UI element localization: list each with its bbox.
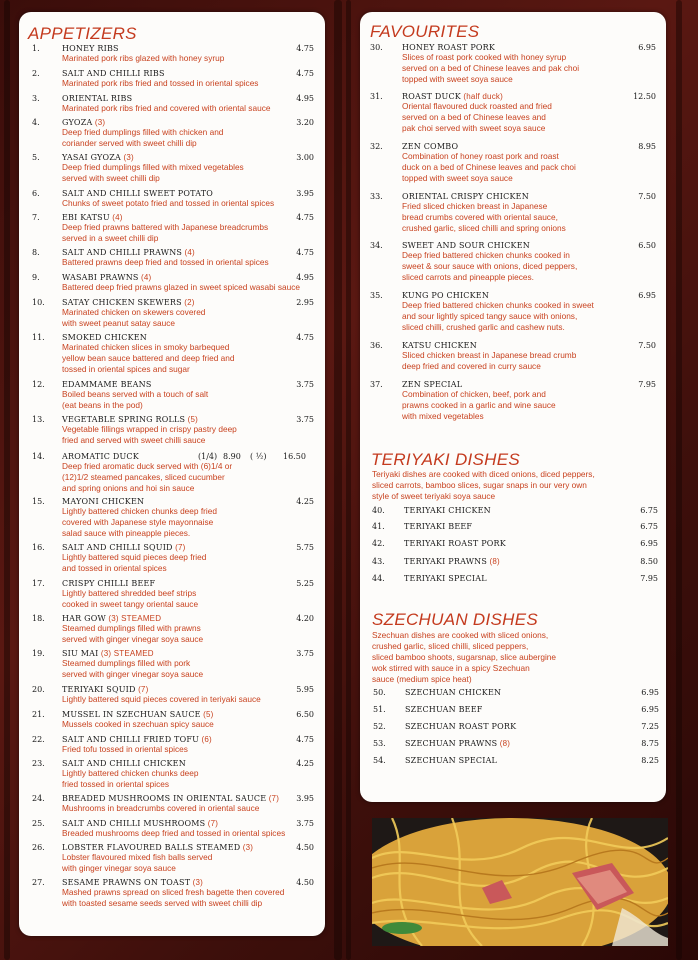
item-description: Steamed dumplings filled with prawns served with ginger vinegar soya sauce (62, 623, 204, 644)
item-price: 4.75 (296, 69, 314, 78)
item-description: Lightly battered squid pieces covered in teriyaki sauce (62, 694, 261, 704)
item-price: 6.95 (638, 43, 656, 52)
item-name: SZECHUAN SPECIAL (405, 756, 498, 765)
item-price: 8.75 (641, 739, 659, 748)
item-name: TERIYAKI BEEF (404, 522, 473, 531)
item-price: 4.50 (296, 878, 314, 887)
item-name: AROMATIC DUCK (62, 452, 139, 461)
item-name: SWEET AND SOUR CHICKEN (402, 241, 530, 250)
item-name: BREADED MUSHROOMS IN ORIENTAL SAUCE (7) (62, 794, 280, 803)
item-portion: (7) (266, 794, 280, 803)
item-number: 10. (32, 298, 45, 307)
item-price: 5.95 (296, 685, 314, 694)
item-price: 3.75 (296, 415, 314, 424)
item-portion: (3) STEAMED (98, 649, 154, 658)
item-number: 35. (370, 291, 383, 300)
duck-quarter-label: (1/4) (198, 452, 218, 461)
item-number: 54. (373, 756, 386, 765)
item-number: 1. (32, 44, 40, 53)
item-number: 16. (32, 543, 45, 552)
item-price: 3.75 (296, 649, 314, 658)
szechuan-intro: Szechuan dishes are cooked with sliced onions, crushed garlic, sliced chilli, sliced peppers, sliced bamboo shoots, sugarsnap, slice aubergine wok stirred with sauce in a spicy Szechuan sauce (medium spice heat) (372, 630, 557, 684)
item-portion: (8) (497, 739, 511, 748)
bamboo-stalk (676, 0, 682, 960)
duck-half-price: 16.50 (283, 452, 306, 461)
item-price: 8.50 (640, 557, 658, 566)
teriyaki-heading: TERIYAKI DISHES (371, 450, 521, 469)
item-description: Slices of roast pork cooked with honey syrup served on a bed of Chinese leaves and pak choi topped with sweet soya sauce (402, 52, 580, 84)
item-portion: (3) STEAMED (105, 614, 162, 623)
item-name: SZECHUAN CHICKEN (405, 688, 502, 697)
item-name: SATAY CHICKEN SKEWERS (2) (62, 298, 195, 307)
item-description: Lobster flavoured mixed fish balls served with ginger vinegar soya sauce (62, 852, 213, 873)
item-price: 3.00 (296, 153, 314, 162)
item-description: Marinated pork ribs fried and tossed in oriental spices (62, 78, 259, 88)
item-description: Lightly battered shredded beef strips cooked in sweet tangy oriental sauce (62, 588, 199, 609)
item-number: 21. (32, 710, 45, 719)
item-price: 5.25 (296, 579, 314, 588)
menu-item (372, 538, 660, 550)
item-description: Lightly battered squid pieces deep fried and tossed in oriental spices (62, 552, 207, 573)
item-name: HAR GOW (3) STEAMED (62, 614, 162, 623)
item-portion: (3) (240, 843, 254, 852)
item-number: 7. (32, 213, 40, 222)
noodle-dish-photo (372, 818, 668, 946)
item-name: EDAMMAME BEANS (62, 380, 152, 389)
item-portion: (5) (185, 415, 198, 424)
item-number: 30. (370, 43, 383, 52)
item-price: 4.25 (296, 497, 314, 506)
item-name: SALT AND CHILLI SQUID (7) (62, 543, 186, 552)
item-number: 20. (32, 685, 45, 694)
item-portion: (4) (109, 213, 123, 222)
item-description: Marinated pork ribs glazed with honey syrup (62, 53, 225, 63)
item-name: LOBSTER FLAVOURED BALLS STEAMED (3) (62, 843, 254, 852)
item-name: TERIYAKI SQUID (7) (62, 685, 149, 694)
item-price: 4.75 (296, 333, 314, 342)
item-number: 51. (373, 705, 386, 714)
item-price: 4.20 (296, 614, 314, 623)
item-price: 8.95 (638, 142, 656, 151)
item-description: Combination of chicken, beef, pork and prawns cooked in a garlic and wine sauce with mixed vegetables (402, 389, 556, 421)
item-name: HONEY ROAST PORK (402, 43, 496, 52)
item-name: TERIYAKI SPECIAL (404, 574, 487, 583)
item-price: 4.75 (296, 213, 314, 222)
item-portion: (7) (172, 543, 186, 552)
item-name: ZEN SPECIAL (402, 380, 463, 389)
item-name: SZECHUAN BEEF (405, 705, 483, 714)
item-name: SESAME PRAWNS ON TOAST (3) (62, 878, 204, 887)
item-description: Battered prawns deep fried and tossed in oriental spices (62, 257, 269, 267)
item-number: 12. (32, 380, 45, 389)
item-description: Breaded mushrooms deep fried and tossed in oriental spices (62, 828, 286, 838)
item-description: Boiled beans served with a touch of salt (eat beans in the pod) (62, 389, 209, 410)
menu-item (372, 556, 660, 568)
item-portion: (5) (200, 710, 214, 719)
item-name: VEGETABLE SPRING ROLLS (5) (62, 415, 198, 424)
item-number: 34. (370, 241, 383, 250)
item-portion: (7) (205, 819, 219, 828)
item-portion: (2) (181, 298, 195, 307)
item-number: 43. (372, 557, 385, 566)
item-description: Combination of honey roast pork and roast duck on a bed of Chinese leaves and pack choi topped with sweet soya sauce (402, 151, 576, 183)
item-description: Vegetable fillings wrapped in crispy pastry deep fried and served with sweet chilli sauce (62, 424, 237, 445)
item-price: 4.75 (296, 44, 314, 53)
item-name: GYOZA (3) (62, 118, 106, 127)
item-name: TERIYAKI PRAWNS (8) (404, 557, 500, 566)
item-description: Fried sliced chicken breast in Japanese bread crumbs covered with oriental sauce, crushed garlic, sliced chilli and spring onions (402, 201, 566, 233)
item-name: HONEY RIBS (62, 44, 119, 53)
item-price: 6.95 (641, 705, 659, 714)
duck-quarter-price: 8.90 (223, 452, 241, 461)
item-name: KATSU CHICKEN (402, 341, 477, 350)
item-price: 6.95 (638, 291, 656, 300)
item-number: 41. (372, 522, 385, 531)
item-number: 9. (32, 273, 40, 282)
item-number: 53. (373, 739, 386, 748)
item-number: 2. (32, 69, 40, 78)
szechuan-heading: SZECHUAN DISHES (372, 610, 539, 629)
item-number: 25. (32, 819, 45, 828)
item-price: 4.75 (296, 248, 314, 257)
item-number: 5. (32, 153, 40, 162)
favourites-heading: FAVOURITES (370, 22, 480, 41)
menu-item (373, 704, 661, 716)
item-portion: (8) (487, 557, 500, 566)
item-number: 17. (32, 579, 45, 588)
item-number: 22. (32, 735, 45, 744)
item-description: Sliced chicken breast in Japanese bread crumb deep fried and covered in curry sauce (402, 350, 577, 371)
item-name: SZECHUAN ROAST PORK (405, 722, 517, 731)
item-portion: (4) (138, 273, 152, 282)
item-name: WASABI PRAWNS (4) (62, 273, 152, 282)
item-name: ZEN COMBO (402, 142, 459, 151)
item-name: SALT AND CHILLI SWEET POTATO (62, 189, 214, 198)
item-number: 13. (32, 415, 45, 424)
item-name: CRISPY CHILLI BEEF (62, 579, 156, 588)
item-description: Mashed prawns spread on sliced fresh bagette then covered with toasted sesame seeds served with sweet chilli dip (62, 887, 285, 908)
item-price: 4.75 (296, 735, 314, 744)
item-name: SALT AND CHILLI MUSHROOMS (7) (62, 819, 219, 828)
item-description: Oriental flavoured duck roasted and fried served on a bed of Chinese leaves and pak choi served with sweet soya sauce (402, 101, 552, 133)
item-number: 33. (370, 192, 383, 201)
item-price: 4.25 (296, 759, 314, 768)
item-description: Deep fried dumplings filled with chicken and coriander served with sweet chilli dip (62, 127, 224, 148)
item-price: 2.95 (296, 298, 314, 307)
item-number: 3. (32, 94, 40, 103)
item-portion: (3) (92, 118, 106, 127)
item-price: 7.50 (638, 192, 656, 201)
item-price: 3.20 (296, 118, 314, 127)
item-price: 6.95 (640, 539, 658, 548)
item-name: MUSSEL IN SZECHUAN SAUCE (5) (62, 710, 214, 719)
item-number: 11. (32, 333, 45, 342)
item-number: 36. (370, 341, 383, 350)
item-portion: (4) (182, 248, 195, 257)
item-price: 4.95 (296, 94, 314, 103)
item-price: 6.75 (640, 506, 658, 515)
item-price: 5.75 (296, 543, 314, 552)
menu-item (372, 521, 660, 533)
item-number: 8. (32, 248, 40, 257)
item-price: 8.25 (641, 756, 659, 765)
item-number: 23. (32, 759, 45, 768)
item-name: SALT AND CHILLI CHICKEN (62, 759, 186, 768)
item-price: 3.75 (296, 819, 314, 828)
item-portion: (3) (121, 153, 134, 162)
menu-item (373, 687, 661, 699)
item-price: 3.75 (296, 380, 314, 389)
item-price: 4.50 (296, 843, 314, 852)
item-price: 6.75 (640, 522, 658, 531)
item-number: 14. (32, 452, 45, 461)
item-number: 19. (32, 649, 45, 658)
item-price: 7.95 (638, 380, 656, 389)
item-name: TERIYAKI CHICKEN (404, 506, 491, 515)
item-description: Fried tofu tossed in oriental spices (62, 744, 188, 754)
item-portion: (6) (199, 735, 212, 744)
item-price: 7.95 (640, 574, 658, 583)
item-name: MAYONI CHICKEN (62, 497, 145, 506)
item-description: Marinated pork ribs fried and covered with oriental sauce (62, 103, 271, 113)
item-number: 32. (370, 142, 383, 151)
item-price: 7.25 (641, 722, 659, 731)
item-description: Deep fried dumplings filled with mixed vegetables served with sweet chilli dip (62, 162, 244, 183)
item-name: ORIENTAL RIBS (62, 94, 133, 103)
item-description: Deep fried prawns battered with Japanese breadcrumbs served in a sweet chilli dip (62, 222, 269, 243)
item-name: ORIENTAL CRISPY CHICKEN (402, 192, 529, 201)
item-price: 4.95 (296, 273, 314, 282)
item-description: Lightly battered chicken chunks deep fried covered with Japanese style mayonnaise salad sauce with pineapple pieces. (62, 506, 217, 538)
bamboo-stalk (346, 0, 351, 960)
item-name: SMOKED CHICKEN (62, 333, 147, 342)
teriyaki-intro: Teriyaki dishes are cooked with diced onions, diced peppers, sliced carrots, bamboo slices, sugar snaps in our very own style of sweet teriyaki soya sauce (372, 469, 595, 501)
item-price: 6.50 (638, 241, 656, 250)
item-description: Marinated chicken on skewers covered with sweet peanut satay sauce (62, 307, 206, 328)
item-name: SIU MAI (3) STEAMED (62, 649, 154, 658)
item-price: 7.50 (638, 341, 656, 350)
noodle-illustration (372, 818, 668, 946)
item-price: 3.95 (296, 189, 314, 198)
menu-item (373, 755, 661, 767)
item-name: ROAST DUCK (half duck) (402, 92, 503, 101)
item-number: 40. (372, 506, 385, 515)
item-price: 3.95 (296, 794, 314, 803)
item-description: Mushrooms in breadcrumbs covered in oriental sauce (62, 803, 260, 813)
item-number: 44. (372, 574, 385, 583)
item-name: SALT AND CHILLI PRAWNS (4) (62, 248, 195, 257)
item-number: 24. (32, 794, 45, 803)
item-number: 27. (32, 878, 45, 887)
item-price: 6.50 (296, 710, 314, 719)
item-name: EBI KATSU (4) (62, 213, 123, 222)
item-name: KUNG PO CHICKEN (402, 291, 490, 300)
item-number: 52. (373, 722, 386, 731)
item-description: Deep fried aromatic duck served with (6)1/4 or (12)1/2 steamed pancakes, sliced cucumber and spring onions and hoi sin sauce (62, 461, 233, 493)
item-description: Chunks of sweet potato fried and tossed in oriental spices (62, 198, 275, 208)
item-number: 37. (370, 380, 383, 389)
item-description: Lightly battered chicken chunks deep fried tossed in oriental spices (62, 768, 199, 789)
menu-item (373, 738, 661, 750)
menu-item (373, 721, 661, 733)
menu-item (372, 573, 660, 585)
item-description: Battered deep fried prawns glazed in sweet spiced wasabi sauce (62, 282, 300, 292)
item-name: YASAI GYOZA (3) (62, 153, 134, 162)
item-name: SALT AND CHILLI FRIED TOFU (6) (62, 735, 212, 744)
bamboo-stalk (4, 0, 10, 960)
item-number: 18. (32, 614, 45, 623)
item-description: Deep fried battered chicken chunks cooked in sweet & sour sauce with onions, diced peppers, sliced carrots and pineapple pieces. (402, 250, 578, 282)
item-description: Deep fried battered chicken chunks cooked in sweet and sour lightly spiced tangy sauce with onions, sliced chilli, crushed garlic and cashew nuts. (402, 300, 594, 332)
item-name: SZECHUAN PRAWNS (8) (405, 739, 511, 748)
item-number: 50. (373, 688, 386, 697)
item-number: 6. (32, 189, 40, 198)
item-price: 6.95 (641, 688, 659, 697)
duck-half-label: ( ½) (250, 452, 267, 461)
item-description: Steamed dumplings filled with pork served with ginger vinegar soya sauce (62, 658, 204, 679)
item-portion: (3) (190, 878, 204, 887)
item-portion: (half duck) (460, 92, 503, 101)
appetizers-heading: APPETIZERS (28, 24, 137, 43)
item-price: 12.50 (633, 92, 656, 101)
item-name: SALT AND CHILLI RIBS (62, 69, 165, 78)
menu-item (372, 505, 660, 517)
item-number: 4. (32, 118, 40, 127)
item-description: Marinated chicken slices in smoky barbequed yellow bean sauce battered and deep fried and tossed in oriental spices and sugar (62, 342, 235, 374)
item-number: 31. (370, 92, 383, 101)
bamboo-stalk (334, 0, 342, 960)
item-number: 42. (372, 539, 385, 548)
item-portion: (7) (135, 685, 149, 694)
item-description: Mussels cooked in szechuan spicy sauce (62, 719, 214, 729)
item-number: 15. (32, 497, 45, 506)
item-name: TERIYAKI ROAST PORK (404, 539, 506, 548)
item-number: 26. (32, 843, 45, 852)
